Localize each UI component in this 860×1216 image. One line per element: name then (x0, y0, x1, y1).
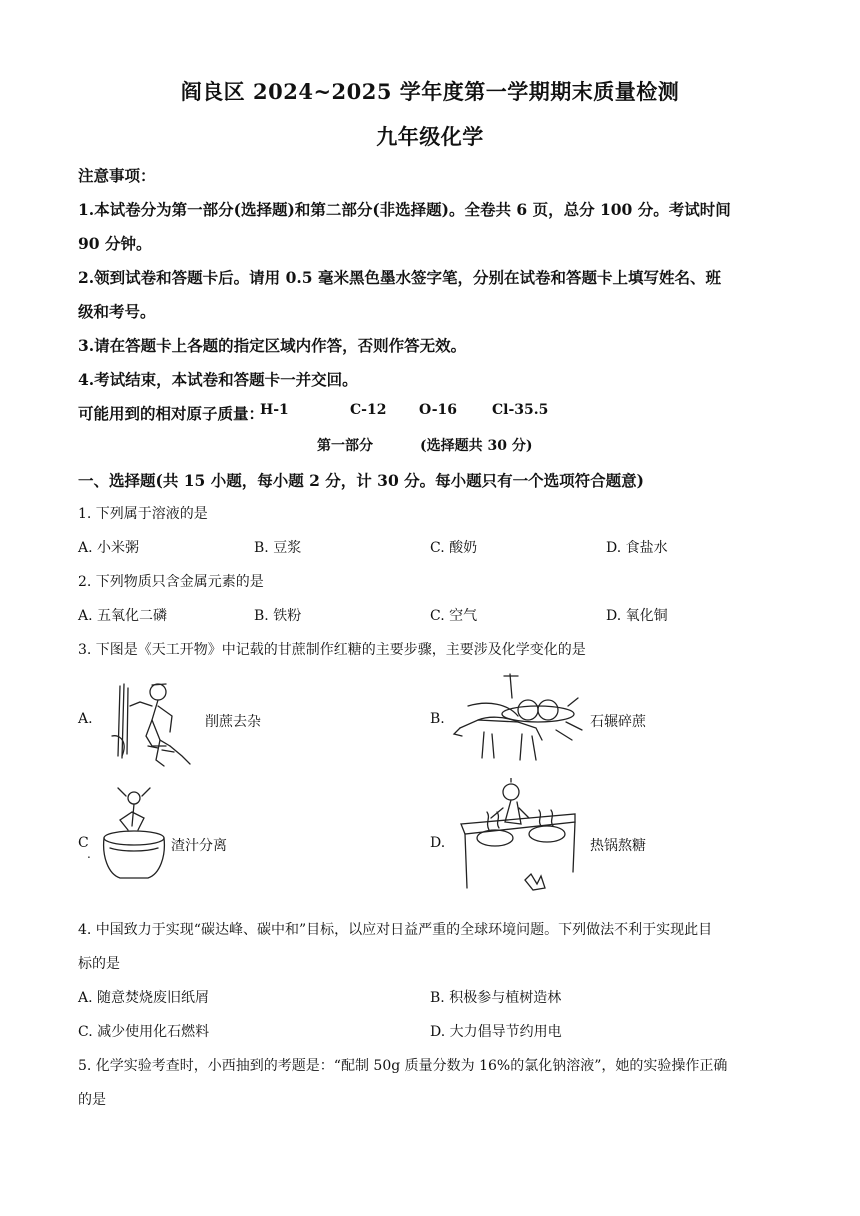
q1-option-c: C. 酸奶 (430, 540, 478, 556)
q2-option-d: D. 氧化铜 (606, 608, 668, 624)
q3-option-c-label: C (78, 835, 89, 851)
q5-stem-line-2: 的是 (78, 1092, 106, 1108)
figure-jar-separation (98, 786, 170, 882)
q2-option-a: A. 五氧化二磷 (78, 608, 168, 624)
q3-option-b-caption: 石辗碎蔗 (590, 714, 646, 730)
note-1-line-1: 1.本试卷分为第一部分(选择题)和第二部分(非选择题)。全卷共 6 页，总分 100 分。考试时间 (78, 200, 731, 219)
q1-option-a: A. 小米粥 (78, 540, 140, 556)
figure-cutting-sugarcane (100, 676, 204, 772)
note-2-line-1: 2.领到试卷和答题卡后。请用 0.5 毫米黑色墨水签字笔，分别在试卷和答题卡上填写姓名、班 (78, 268, 721, 287)
part1-heading: 第一部分 (317, 438, 373, 454)
atomic-mass-h: H-1 (260, 402, 289, 418)
atomic-mass-label: 可能用到的相对原子质量： (78, 404, 265, 423)
note-1-line-2: 90 分钟。 (78, 234, 152, 253)
q3-option-a-caption: 削蔗去杂 (205, 714, 261, 730)
q2-option-c: C. 空气 (430, 608, 478, 624)
q3-stem: 3. 下图是《天工开物》中记载的甘蔗制作红糖的主要步骤，主要涉及化学变化的是 (78, 642, 586, 658)
atomic-mass-o: O-16 (419, 402, 458, 418)
q4-option-b: B. 积极参与植树造林 (430, 990, 562, 1006)
q4-stem-line-2: 标的是 (78, 956, 120, 972)
q3-option-d-label: D. (430, 835, 446, 851)
q3-option-c-dot: . (87, 847, 91, 861)
q3-option-c-caption: 渣汁分离 (171, 838, 227, 854)
exam-subtitle: 九年级化学 (376, 124, 484, 149)
q3-option-b-label: B. (430, 711, 445, 727)
atomic-mass-cl: Cl-35.5 (492, 402, 549, 418)
note-2-line-2: 级和考号。 (78, 302, 156, 321)
part1-subheading: (选择题共 30 分) (420, 438, 533, 454)
figure-boiling-sugar (455, 778, 587, 904)
section1-heading: 一、选择题(共 15 小题，每小题 2 分，计 30 分。每小题只有一个选项符合题意) (78, 471, 644, 490)
q4-option-d: D. 大力倡导节约用电 (430, 1024, 562, 1040)
q2-stem: 2. 下列物质只含金属元素的是 (78, 574, 264, 590)
q1-option-d: D. 食盐水 (606, 540, 668, 556)
q3-option-a-label: A. (78, 711, 93, 727)
q1-option-b: B. 豆浆 (254, 540, 302, 556)
q2-option-b: B. 铁粉 (254, 608, 302, 624)
q1-stem: 1. 下列属于溶液的是 (78, 506, 208, 522)
q3-option-d-caption: 热锅熬糖 (590, 838, 646, 854)
q5-stem-line-1: 5. 化学实验考查时，小西抽到的考题是：“配制 50g 质量分数为 16%的氯化钠溶液”，她的实验操作正确 (78, 1058, 728, 1074)
q4-option-c: C. 减少使用化石燃料 (78, 1024, 210, 1040)
q4-stem-line-1: 4. 中国致力于实现“碳达峰、碳中和”目标，以应对日益严重的全球环境问题。下列做法不利于实现此目 (78, 922, 713, 938)
note-4: 4.考试结束，本试卷和答题卡一并交回。 (78, 370, 358, 389)
exam-title: 阎良区 2024~2025 学年度第一学期期末质量检测 (180, 79, 680, 104)
notes-heading: 注意事项： (78, 166, 156, 185)
q4-option-a: A. 随意焚烧废旧纸屑 (78, 990, 210, 1006)
figure-ox-mill (448, 670, 588, 774)
note-3: 3.请在答题卡上各题的指定区域内作答，否则作答无效。 (78, 336, 467, 355)
atomic-mass-c: C-12 (350, 402, 387, 418)
